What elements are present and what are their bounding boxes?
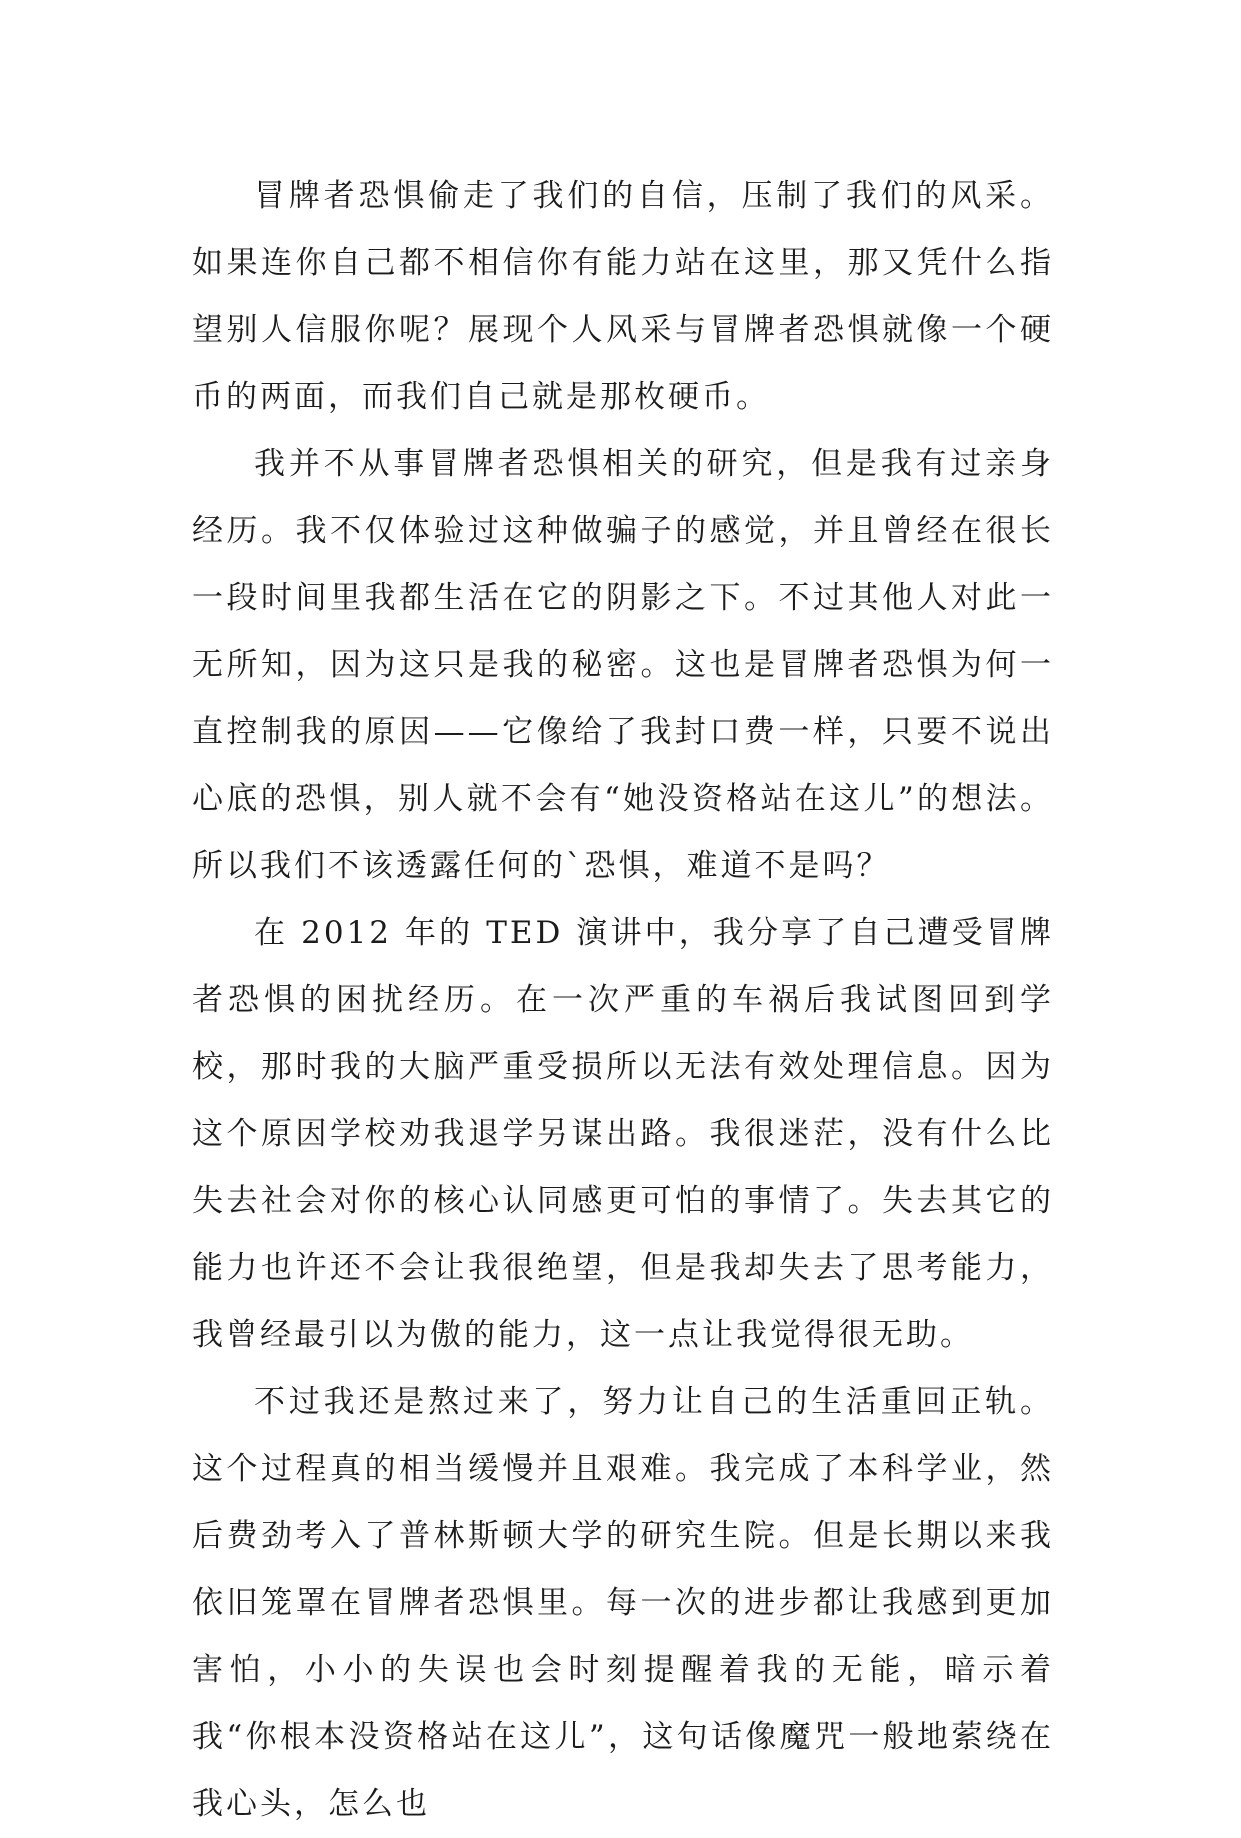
paragraph-3: 在 2012 年的 TED 演讲中，我分享了自己遭受冒牌者恐惧的困扰经历。在一次严重的车祸后我试图回到学校，那时我的大脑严重受损所以无法有效处理信息。因为这个原因学校劝我退学另谋出路。我很迷茫，没有什么比失去社会对你的核心认同感更可怕的事情了。失去其它的能力也许还不会让我很绝望，但是我却失去了思考能力，我曾经最引以为傲的能力，这一点让我觉得很无助。 xyxy=(192,915,1054,1353)
paragraph-4: 不过我还是熬过来了，努力让自己的生活重回正轨。这个过程真的相当缓慢并且艰难。我完成了本科学业，然后费劲考入了普林斯顿大学的研究生院。但是长期以来我依旧笼罩在冒牌者恐惧里。每一次的进步都让我感到更加害怕，小小的失误也会时刻提醒着我的无能，暗示着我“你根本没资格站在这儿”，这句话像魔咒一般地萦绕在我心头，怎么也 xyxy=(192,1384,1054,1822)
paragraph-2: 我并不从事冒牌者恐惧相关的研究，但是我有过亲身经历。我不仅体验过这种做骗子的感觉，并且曾经在很长一段时间里我都生活在它的阴影之下。不过其他人对此一无所知，因为这只是我的秘密。这也是冒牌者恐惧为何一直控制我的原因——它像给了我封口费一样，只要不说出心底的恐惧，别人就不会有“她没资格站在这儿”的想法。所以我们不该透露任何的`恐惧，难道不是吗？ xyxy=(192,446,1054,884)
body-text xyxy=(192,163,1054,1838)
paragraph-1: 冒牌者恐惧偷走了我们的自信，压制了我们的风采。如果连你自己都不相信你有能力站在这里，那又凭什么指望别人信服你呢？展现个人风采与冒牌者恐惧就像一个硬币的两面，而我们自己就是那枚硬币。 xyxy=(192,178,1054,415)
